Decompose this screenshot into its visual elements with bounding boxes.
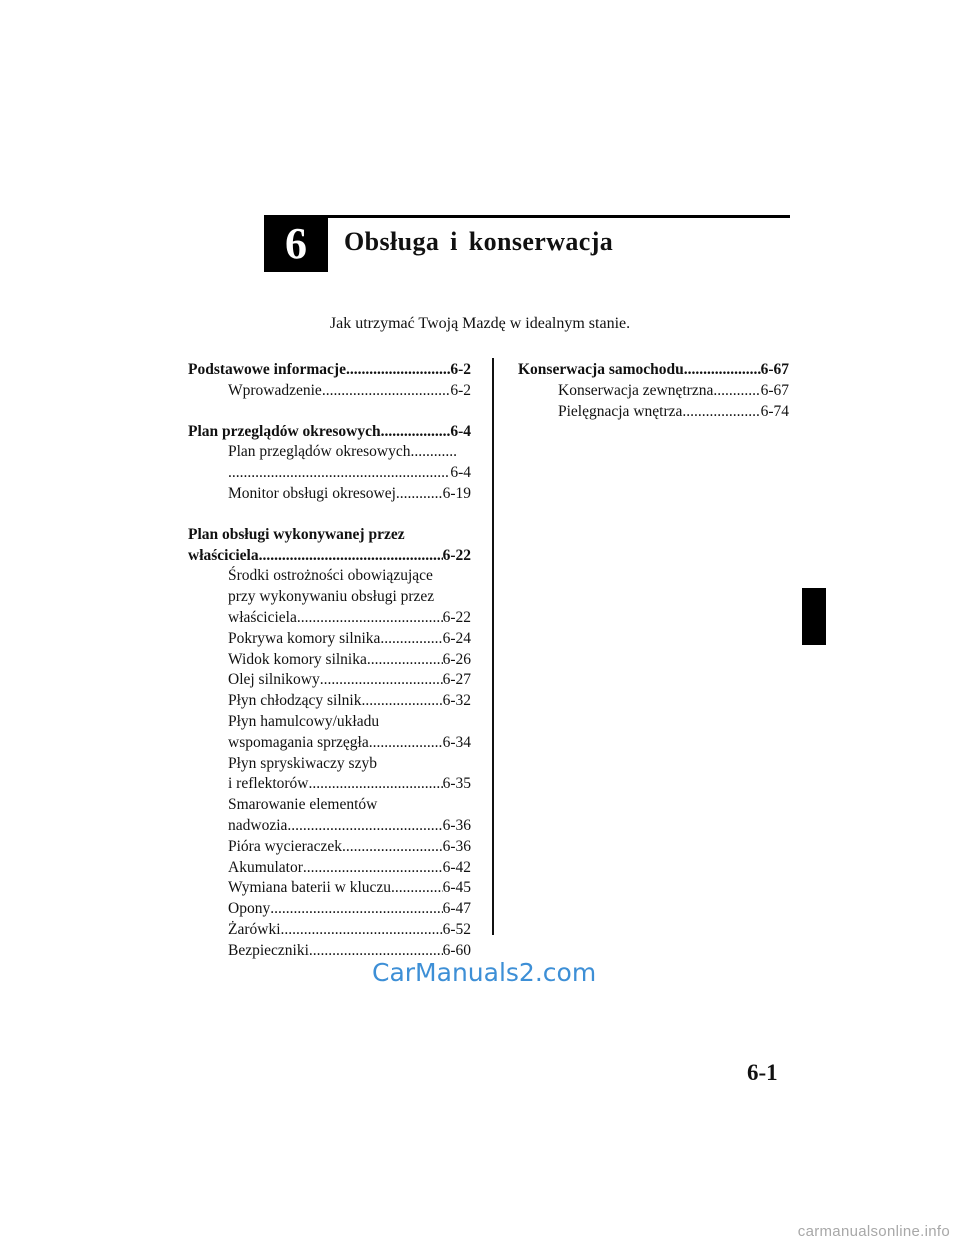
dot-leader <box>322 381 451 402</box>
dot-leader <box>308 774 442 795</box>
toc-section <box>188 422 471 505</box>
footer-url[interactable]: carmanualsonline.info <box>797 1223 950 1240</box>
toc-item-line[interactable]: Płyn spryskiwaczy szyb <box>228 754 377 772</box>
dot-leader <box>297 608 443 629</box>
toc-item[interactable] <box>188 608 471 629</box>
toc-item-line[interactable]: przy wykonywaniu obsługi przez <box>228 588 435 606</box>
toc-item-label: Żarówki <box>228 920 281 938</box>
toc-item-label: Monitor obsługi okresowej <box>228 484 396 502</box>
toc-item-page: 6-19 <box>442 484 471 502</box>
toc-item-page: 6-32 <box>442 692 471 710</box>
toc-item-label: Konserwacja zewnętrzna <box>558 381 714 399</box>
toc-heading-page: 6-4 <box>450 422 471 440</box>
dot-leader <box>361 691 442 712</box>
toc-item[interactable] <box>188 691 471 712</box>
toc-heading-line[interactable]: Plan obsługi wykonywanej przez <box>188 525 405 543</box>
toc-item-page: 6-2 <box>450 381 471 399</box>
dot-leader <box>684 360 761 381</box>
toc-heading-page: 6-22 <box>442 546 471 564</box>
dot-leader <box>303 858 443 879</box>
toc-item[interactable] <box>188 858 471 879</box>
toc-item[interactable] <box>188 381 471 402</box>
toc-item-label: Olej silnikowy <box>228 671 320 689</box>
toc-item-label: Opony <box>228 900 271 918</box>
toc-item-label: Pióra wycieraczek <box>228 837 343 855</box>
toc-item[interactable] <box>188 484 471 505</box>
dot-leader <box>396 484 443 505</box>
toc-item[interactable] <box>188 837 471 858</box>
toc-item-page: 6-42 <box>442 858 471 876</box>
dot-leader <box>228 463 450 484</box>
toc-item-label: Wprowadzenie <box>228 381 322 399</box>
toc-item-page: 6-52 <box>442 920 471 938</box>
dot-leader <box>682 402 760 423</box>
toc-item-line[interactable]: Plan przeglądów okresowych............ <box>228 443 458 461</box>
dot-leader <box>367 650 443 671</box>
toc-item-label: nadwozia <box>228 816 288 834</box>
dot-leader <box>346 360 450 381</box>
toc-item-label: i reflektorów <box>228 775 309 793</box>
dot-leader <box>369 733 443 754</box>
toc-item-page: 6-26 <box>442 650 471 668</box>
toc-item-label: Pokrywa komory silnika <box>228 629 381 647</box>
toc-item-line[interactable]: Płyn hamulcowy/układu <box>228 712 380 730</box>
toc-item[interactable] <box>188 463 471 484</box>
toc-item-label: Bezpieczniki <box>228 941 309 959</box>
dot-leader <box>713 381 760 402</box>
toc-section <box>188 525 471 962</box>
toc-item[interactable] <box>188 733 471 754</box>
toc-item[interactable] <box>188 774 471 795</box>
chapter-number: 6 <box>264 215 328 272</box>
toc-heading-label: właściciela <box>188 546 259 564</box>
toc-right-column <box>518 360 789 442</box>
chapter-subtitle: Jak utrzymać Twoją Mazdę w idealnym stanie. <box>329 315 631 332</box>
toc-heading[interactable] <box>188 360 471 381</box>
chapter-header <box>264 215 790 272</box>
toc-section <box>518 360 789 422</box>
toc-item[interactable] <box>518 402 789 423</box>
toc-item-page: 6-60 <box>442 941 471 959</box>
toc-left-column <box>188 360 471 982</box>
toc-item[interactable] <box>188 878 471 899</box>
toc-item[interactable] <box>188 920 471 941</box>
column-divider <box>492 358 494 935</box>
toc-item[interactable] <box>518 381 789 402</box>
toc-heading-label: Podstawowe informacje <box>188 361 346 378</box>
dot-leader <box>281 920 443 941</box>
toc-item-line[interactable]: Smarowanie elementów <box>228 796 378 814</box>
toc-item-label: Płyn chłodzący silnik <box>228 692 362 710</box>
dot-leader <box>259 546 443 567</box>
toc-item-page: 6-4 <box>450 464 471 482</box>
toc-item-page: 6-67 <box>760 381 789 399</box>
dot-leader <box>287 816 442 837</box>
dot-leader <box>270 899 442 920</box>
toc-item[interactable] <box>188 670 471 691</box>
toc-item-page: 6-34 <box>442 733 471 751</box>
dot-leader <box>320 670 443 691</box>
toc-heading-page: 6-67 <box>760 361 789 378</box>
chapter-side-tab <box>802 588 826 645</box>
toc-item-line[interactable]: Środki ostrożności obowiązujące <box>228 567 433 585</box>
dot-leader <box>380 629 442 650</box>
toc-item-label: Pielęgnacja wnętrza <box>558 402 683 420</box>
toc-item[interactable] <box>188 650 471 671</box>
toc-heading-label: Plan przeglądów okresowych <box>188 422 381 440</box>
toc-item[interactable] <box>188 629 471 650</box>
toc-item-page: 6-45 <box>442 879 471 897</box>
chapter-title: Obsługa i konserwacja <box>344 227 614 256</box>
toc-item-page: 6-47 <box>442 900 471 918</box>
toc-heading[interactable] <box>518 360 789 381</box>
toc-item-page: 6-35 <box>442 775 471 793</box>
toc-item-page: 6-24 <box>442 629 471 647</box>
toc-heading-label: Konserwacja samochodu <box>518 361 684 378</box>
chapter-rule <box>328 215 790 218</box>
toc-item-page: 6-22 <box>442 608 471 626</box>
dot-leader <box>342 837 443 858</box>
toc-item-label: właściciela <box>228 608 297 626</box>
toc-item-label: Wymiana baterii w kluczu <box>228 879 392 897</box>
toc-item[interactable] <box>188 816 471 837</box>
toc-item-label: Widok komory silnika <box>228 650 367 668</box>
toc-heading-page: 6-2 <box>450 361 471 378</box>
page-number: 6-1 <box>747 1060 778 1085</box>
toc-item[interactable] <box>188 899 471 920</box>
toc-item-page: 6-36 <box>442 816 471 834</box>
dot-leader <box>391 878 443 899</box>
toc-heading[interactable] <box>188 422 471 443</box>
toc-item-label: Akumulator <box>228 858 303 876</box>
toc-item-page: 6-74 <box>760 402 789 420</box>
toc-item-label: wspomagania sprzęgła <box>228 733 369 751</box>
watermark-logo: CarManuals2.com <box>372 958 597 987</box>
toc-item-page: 6-36 <box>442 837 471 855</box>
toc-item-page: 6-27 <box>442 671 471 689</box>
toc-section <box>188 360 471 402</box>
dot-leader <box>381 422 451 443</box>
toc-heading[interactable] <box>188 546 471 567</box>
